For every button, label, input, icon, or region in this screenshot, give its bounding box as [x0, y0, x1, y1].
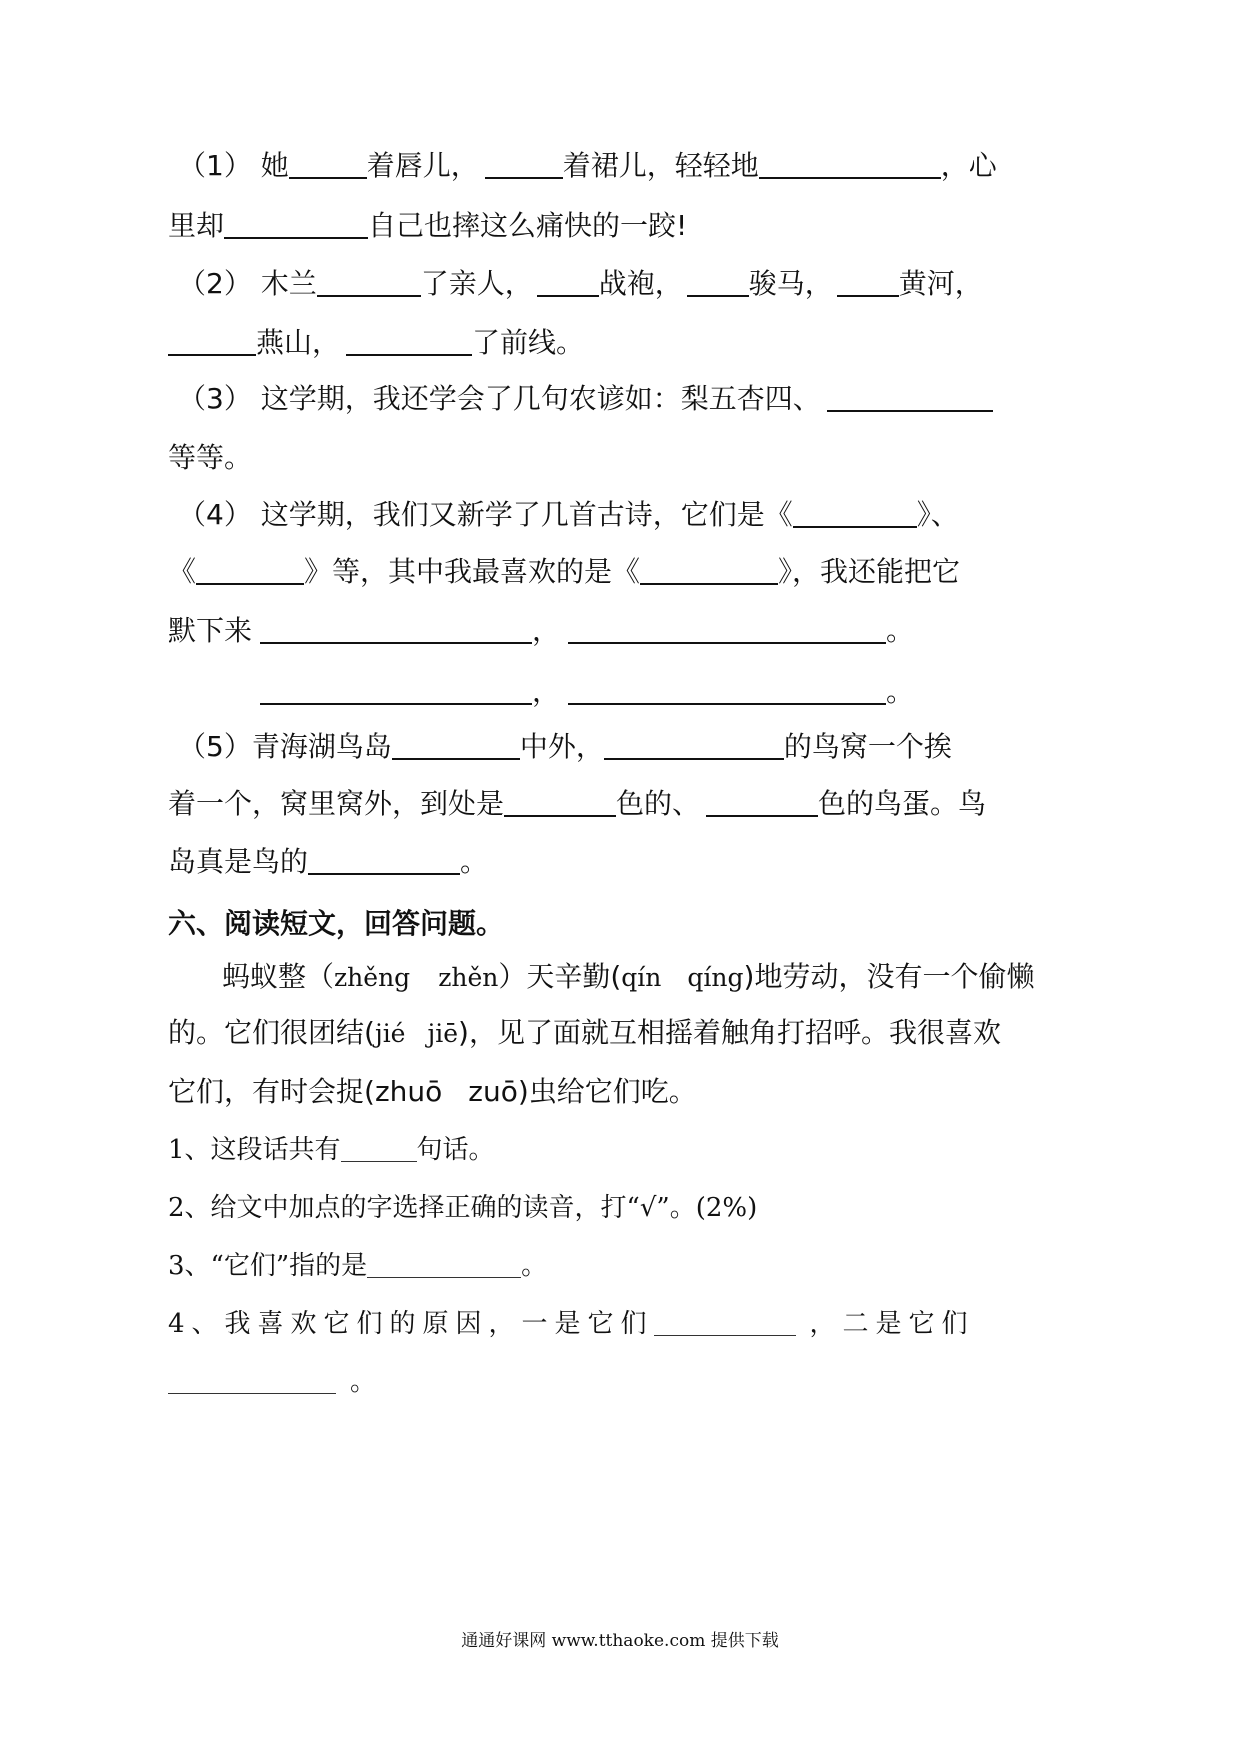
- blank[interactable]: [837, 265, 899, 297]
- blank[interactable]: [485, 147, 563, 179]
- text: 默下来: [168, 614, 253, 647]
- blank[interactable]: [604, 728, 784, 760]
- text: )，见了面就互相摇着触角打招呼。我很喜欢: [458, 1016, 1001, 1049]
- q5-item2-line1: [178, 264, 983, 304]
- pinyin-option[interactable]: qíng: [687, 963, 744, 992]
- item-number: （5）: [178, 730, 252, 763]
- q5-item5-line3: [168, 842, 488, 882]
- text: 1、这段话共有: [168, 1135, 341, 1165]
- pinyin-option[interactable]: jié: [374, 1019, 406, 1048]
- question-3: [168, 1246, 547, 1286]
- blank[interactable]: [289, 147, 367, 179]
- text: 《: [168, 555, 197, 588]
- text: 这学期，我们又新学了几首古诗，它们是《: [260, 498, 793, 531]
- text: 了前线。: [472, 326, 585, 359]
- blank[interactable]: [759, 147, 941, 179]
- blank[interactable]: [260, 673, 532, 705]
- pinyin-option[interactable]: zhěng: [334, 963, 411, 992]
- text: )地劳动，没有一个偷懒: [743, 960, 1035, 993]
- blank[interactable]: [341, 1131, 417, 1162]
- q5-item3-line2: [168, 438, 252, 478]
- q5-item5-line2: [168, 784, 986, 824]
- blank[interactable]: [640, 553, 778, 585]
- text: 黄河，: [898, 267, 983, 300]
- blank[interactable]: [537, 265, 599, 297]
- blank[interactable]: [392, 728, 520, 760]
- period: 。: [886, 675, 915, 708]
- q5-item1-line1: [178, 146, 997, 186]
- text: 岛真是鸟的: [168, 845, 309, 878]
- pinyin-option[interactable]: qín: [621, 963, 662, 992]
- question-1: [168, 1130, 495, 1170]
- blank[interactable]: [504, 785, 616, 817]
- text: 这学期，我还学会了几句农谚如：梨五杏四、: [260, 382, 821, 415]
- text: ，二是它们: [809, 1309, 975, 1339]
- comma: ，: [532, 614, 561, 647]
- q5-item4-poem-line2: [260, 672, 914, 712]
- text: 4、我喜欢它们的原因，一是它们: [168, 1309, 654, 1339]
- blank[interactable]: [196, 553, 304, 585]
- text: 着裙儿，轻轻地: [562, 149, 759, 182]
- blank[interactable]: [346, 324, 472, 356]
- blank[interactable]: [224, 207, 368, 239]
- question-2: 2、给文中加点的字选择正确的读音，打“√”。(2%): [168, 1193, 758, 1223]
- pinyin-option[interactable]: zhěn: [438, 963, 499, 992]
- question-4-line2: [168, 1362, 376, 1402]
- text: 蚂蚁整（: [222, 960, 335, 993]
- text: 》等，其中我最喜欢的是《: [304, 555, 641, 588]
- item-number: （3）: [178, 382, 252, 415]
- item-number: （2）: [178, 267, 252, 300]
- text: 它们，有时会捉(: [168, 1075, 375, 1108]
- text: 燕山，: [256, 326, 341, 359]
- blank[interactable]: [568, 612, 886, 644]
- q5-item4-line2: [168, 552, 960, 592]
- period: 。: [886, 614, 915, 647]
- text: 等等。: [168, 441, 253, 474]
- q5-item5-line1: [178, 727, 952, 767]
- pinyin-option[interactable]: zhuō: [374, 1075, 443, 1108]
- footer-credit: 通通好课网 www.tthaoke.com 提供下载: [461, 1631, 779, 1651]
- text: 中外，: [519, 730, 604, 763]
- item-number: （1）: [178, 149, 252, 182]
- blank[interactable]: [308, 843, 460, 875]
- blank[interactable]: [568, 673, 886, 705]
- blank[interactable]: [706, 785, 818, 817]
- q5-item4-line3: [168, 611, 252, 651]
- text: 。: [521, 1251, 548, 1281]
- blank[interactable]: [168, 1363, 336, 1394]
- text: 青海湖鸟岛: [251, 730, 392, 763]
- pinyin-option[interactable]: zuō: [468, 1075, 518, 1108]
- text: 了亲人，: [420, 267, 533, 300]
- blank[interactable]: [367, 1247, 521, 1278]
- text: 》，我还能把它: [778, 555, 961, 588]
- text: 里却: [168, 209, 225, 242]
- text: 着一个，窝里窝外，到处是: [168, 787, 505, 820]
- blank[interactable]: [654, 1305, 796, 1336]
- text: 3、“它们”指的是: [168, 1251, 368, 1281]
- comma: ，: [532, 675, 561, 708]
- blank[interactable]: [793, 496, 917, 528]
- text: 木兰: [260, 267, 317, 300]
- text: 的。它们很团结(: [168, 1016, 375, 1049]
- blank[interactable]: [827, 380, 993, 412]
- text: ，心: [940, 149, 997, 182]
- text: 着唇儿，: [366, 149, 479, 182]
- blank[interactable]: [260, 612, 532, 644]
- q5-item3-line1: [178, 379, 993, 419]
- blank[interactable]: [687, 265, 749, 297]
- passage-line1: [222, 957, 1034, 998]
- text: 。: [350, 1367, 377, 1397]
- q5-item2-line2: [168, 323, 584, 363]
- item-number: （4）: [178, 498, 252, 531]
- text: 色的鸟蛋。鸟: [818, 787, 987, 820]
- text: 色的、: [616, 787, 701, 820]
- text: )虫给它们吃。: [517, 1075, 697, 1108]
- blank[interactable]: [168, 324, 256, 356]
- text: 》、: [916, 498, 959, 531]
- section-heading: 六、阅读短文，回答问题。: [168, 907, 505, 940]
- pinyin-option[interactable]: jiē: [427, 1019, 459, 1048]
- passage-line3: [168, 1072, 697, 1112]
- question-4-line1: [168, 1304, 975, 1344]
- text: 她: [260, 149, 289, 182]
- text: 句话。: [416, 1135, 495, 1165]
- text: 。: [460, 845, 489, 878]
- text: 自己也摔这么痛快的一跤!: [368, 209, 688, 242]
- text: 战袍，: [598, 267, 683, 300]
- q5-item4-line1: [178, 495, 959, 535]
- q5-item1-line2: [168, 206, 687, 246]
- text: 骏马，: [748, 267, 833, 300]
- text: 的鸟窝一个挨: [783, 730, 952, 763]
- q5-item4-poem-line1: [260, 611, 914, 651]
- passage-line2: [168, 1013, 1001, 1054]
- blank[interactable]: [317, 265, 421, 297]
- text: ）天辛勤(: [498, 960, 622, 993]
